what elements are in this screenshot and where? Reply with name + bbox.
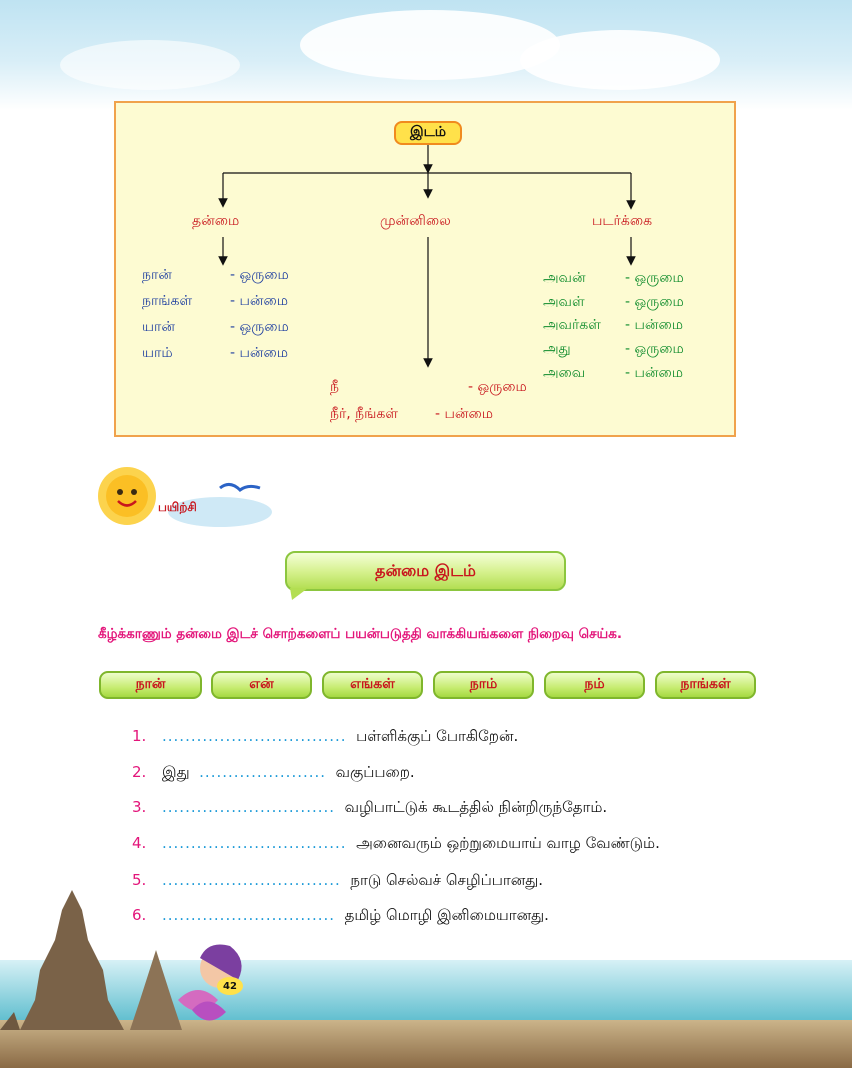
cloud-decoration [60,40,240,90]
question-number: 2. [132,763,147,781]
practice-badge: பயிற்சி [158,500,197,514]
first-person-row: யான் - ஒருமை [142,319,289,335]
second-person-row: நீ - ஒருமை [330,379,527,395]
question-line: 4. ................................ அனைவரும் ஒற்றுமையாய் வாழ வேண்டும். [132,834,660,852]
shore-temple-scenery [0,880,852,1068]
third-person-row: அவை - பன்மை [543,365,684,381]
sun-mascot-icon [96,465,158,527]
word-option: நம் [544,671,645,699]
answer-blank[interactable]: .............................. [162,798,336,816]
answer-blank[interactable]: ............................... [162,871,341,889]
question-line: 1. ................................ பள்ளிக்குப் போகிறேன். [132,727,519,745]
question-line: 5. ............................... நாடு செல்வச் செழிப்பானது. [132,871,544,889]
first-person-row: நான் - ஒருமை [142,267,289,283]
word-option: நான் [99,671,202,699]
third-person-row: அவன் - ஒருமை [543,270,684,286]
answer-blank[interactable]: .............................. [162,906,336,924]
question-number: 3. [132,798,147,816]
question-number: 1. [132,727,147,745]
third-person-row: அவர்கள் - பன்மை [543,317,684,333]
second-person-row: நீர், நீங்கள் - பன்மை [330,406,494,422]
question-line: 2. இது ...................... வகுப்பறை. [132,763,415,781]
callout-tail [290,588,310,602]
cloud-decoration [520,30,720,90]
page-number: 42 [217,977,243,995]
pronoun-diagram [114,101,736,437]
question-number: 5. [132,871,147,889]
branch-label-third-person: படர்க்கை [592,213,653,229]
answer-blank[interactable]: ................................ [162,834,347,852]
exercise-title: தன்மை இடம் [285,551,566,591]
question-line: 6. .............................. தமிழ் மொழி இனிமையானது. [132,906,549,924]
question-number: 6. [132,906,147,924]
word-option: நாம் [433,671,534,699]
question-line: 3. .............................. வழிபாட்டுக் கூடத்தில் நின்றிருந்தோம். [132,798,608,816]
answer-blank[interactable]: ................................ [162,727,347,745]
word-option: என் [211,671,312,699]
branch-label-first-person: தன்மை [192,213,240,229]
third-person-row: அவள் - ஒருமை [543,294,684,310]
word-option: நாங்கள் [655,671,756,699]
first-person-row: யாம் - பன்மை [142,345,289,361]
third-person-row: அது - ஒருமை [543,341,684,357]
diagram-root: இடம் [394,121,462,145]
exercise-instruction: கீழ்க்காணும் தன்மை இடச் சொற்களைப் பயன்படுத்தி வாக்கியங்களை நிறைவு செய்க. [98,626,622,642]
question-number: 4. [132,834,147,852]
answer-blank[interactable]: ...................... [199,763,327,781]
branch-label-second-person: முன்னிலை [380,213,451,229]
cloud-decoration [300,10,560,80]
word-option: எங்கள் [322,671,423,699]
first-person-row: நாங்கள் - பன்மை [142,293,289,309]
